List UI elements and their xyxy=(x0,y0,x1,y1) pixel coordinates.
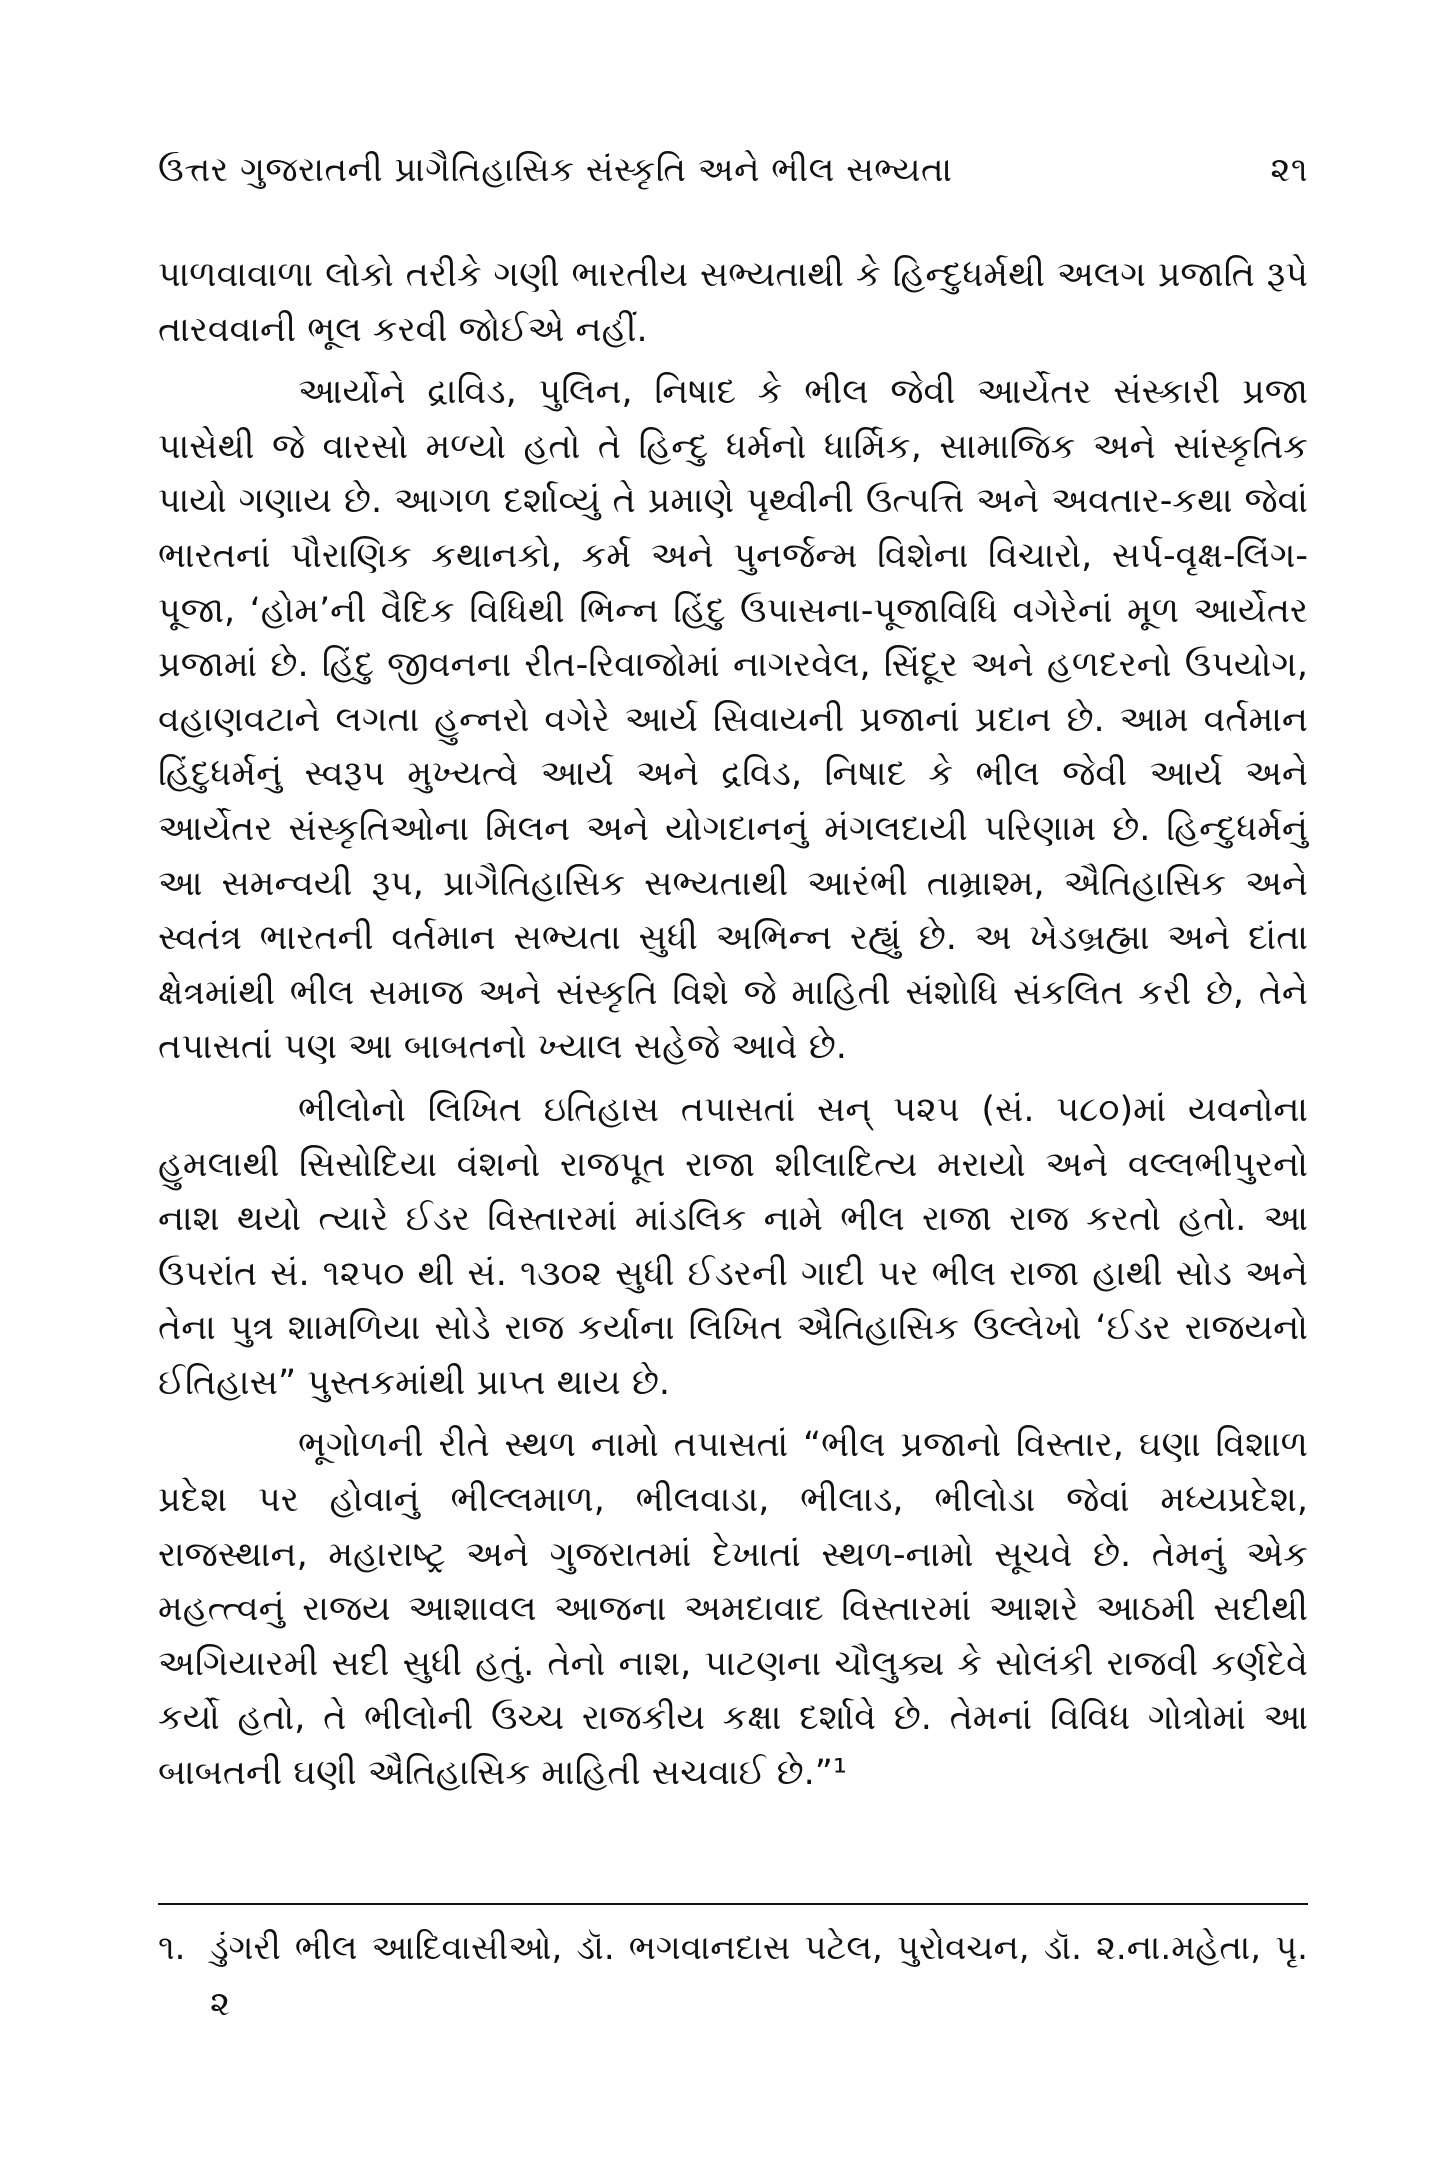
running-title: ઉત્તર ગુજરાતની પ્રાગૈતિહાસિક સંસ્કૃતિ અને ભીલ સભ્યતા xyxy=(158,150,953,190)
footnote xyxy=(158,1920,1308,2032)
paragraph: ભૂગોળની રીતે સ્થળ નામો તપાસતાં “ભીલ પ્રજાનો વિસ્તાર, ઘણા વિશાળ પ્રદેશ પર હોવાનું ભીલ્લમાળ, ભીલવાડા, ભીલાડ, ભીલોડા જેવાં મધ્યપ્રદેશ, રાજસ્થાન, મહારાષ્ટ્ર અને ગુજરાતમાં દેખાતાં સ્થળ-નામો સૂચવે છે. તેમનું એક મહત્ત્વનું રાજય આશાવલ આજના અમદાવાદ વિસ્તારમાં આશરે આઠમી સદીથી અગિયારમી સદી સુધી હતું. તેનો નાશ, પાટણના ચૌલુક્ય કે સોલંકી રાજવી કર્ણદેવે કર્યો હતો, તે ભીલોની ઉચ્ચ રાજકીય કક્ષા દર્શાવે છે. તેમનાં વિવિધ ગોત્રોમાં આ બાબતની ઘણી ઐતિહાસિક માહિતી સચવાઈ છે.”¹ xyxy=(158,1425,1308,1794)
body-text xyxy=(158,248,1308,1801)
footnote-divider xyxy=(158,1903,1308,1905)
paragraph: આર્યોને દ્રાવિડ, પુલિન, નિષાદ કે ભીલ જેવી આર્યેતર સંસ્કારી પ્રજા પાસેથી જે વારસો મળ્યો હતો તે હિન્દુ ધર્મનો ધાર્મિક, સામાજિક અને સાંસ્કૃતિક પાયો ગણાય છે. આગળ દર્શાવ્યું તે પ્રમાણે પૃથ્વીની ઉત્પત્તિ અને અવતાર-કથા જેવાં ભારતનાં પૌરાણિક કથાનકો, કર્મ અને પુનર્જન્મ વિશેના વિચારો, સર્પ-વૃક્ષ-લિંગ-પૂજા, ‘હોમ’ની વૈદિક વિધિથી ભિન્ન હિંદુ ઉપાસના-પૂજાવિધિ વગેરેનાં મૂળ આર્યેતર પ્રજામાં છે. હિંદુ જીવનના રીત-રિવાજોમાં નાગરવેલ, સિંદૂર અને હળદરનો ઉપયોગ, વહાણવટાને લગતા હુન્નરો વગેરે આર્ય સિવાયની પ્રજાનાં પ્રદાન છે. આમ વર્તમાન હિંદુધર્મનું સ્વરૂપ મુખ્યત્વે આર્ય અને દ્રવિડ, નિષાદ કે ભીલ જેવી આર્ય અને આર્યેતર સંસ્કૃતિઓના મિલન અને યોગદાનનું મંગલદાયી પરિણામ છે. હિન્દુધર્મનું આ સમન્વયી રૂપ, પ્રાગૈતિહાસિક સભ્યતાથી આરંભી તામ્રાશ્મ, ઐતિહાસિક અને સ્વતંત્ર ભારતની વર્તમાન સભ્યતા સુધી અભિન્ન રહ્યું છે. અ ખેડબ્રહ્મા અને દાંતા ક્ષેત્રમાંથી ભીલ સમાજ અને સંસ્કૃતિ વિશે જે માહિતી સંશોધિ સંકલિત કરી છે, તેને તપાસતાં પણ આ બાબતનો ખ્યાલ સહેજે આવે છે. xyxy=(158,372,1308,1068)
footnote-text: ડુંગરી ભીલ આદિવાસીઓ, ડૉ. ભગવાનદાસ પટેલ, પુરોવચન, ડૉ. ૨.ના.મહેતા, પૃ. ૨ xyxy=(210,1928,1308,2024)
page-number: ૨૧ xyxy=(1270,150,1308,190)
running-header xyxy=(158,150,1308,210)
footnote-number: ૧. xyxy=(158,1928,186,1968)
paragraph: ભીલોનો લિખિત ઇતિહાસ તપાસતાં સન્ ૫૨૫ (સં. ૫૮૦)માં યવનોના હુમલાથી સિસોદિયા વંશનો રાજપૂત રાજા શીલાદિત્ય મરાયો અને વલ્લભીપુરનો નાશ થયો ત્યારે ઈડર વિસ્તારમાં માંડલિક નામે ભીલ રાજા રાજ કરતો હતો. આ ઉપરાંત સં. ૧૨૫૦ થી સં. ૧૩૦૨ સુધી ઈડરની ગાદી પર ભીલ રાજા હાથી સોડ અને તેના પુત્ર શામળિયા સોડે રાજ કર્યાના લિખિત ઐતિહાસિક ઉલ્લેખો ‘ઈડર રાજયનો ઈતિહાસ” પુસ્તકમાંથી પ્રાપ્ત થાય છે. xyxy=(158,1089,1308,1403)
paragraph-continued: પાળવાવાળા લોકો તરીકે ગણી ભારતીય સભ્યતાથી કે હિન્દુધર્મથી અલગ પ્રજાતિ રૂપે તારવવાની ભૂલ કરવી જોઈએ નહીં. xyxy=(158,255,1308,350)
